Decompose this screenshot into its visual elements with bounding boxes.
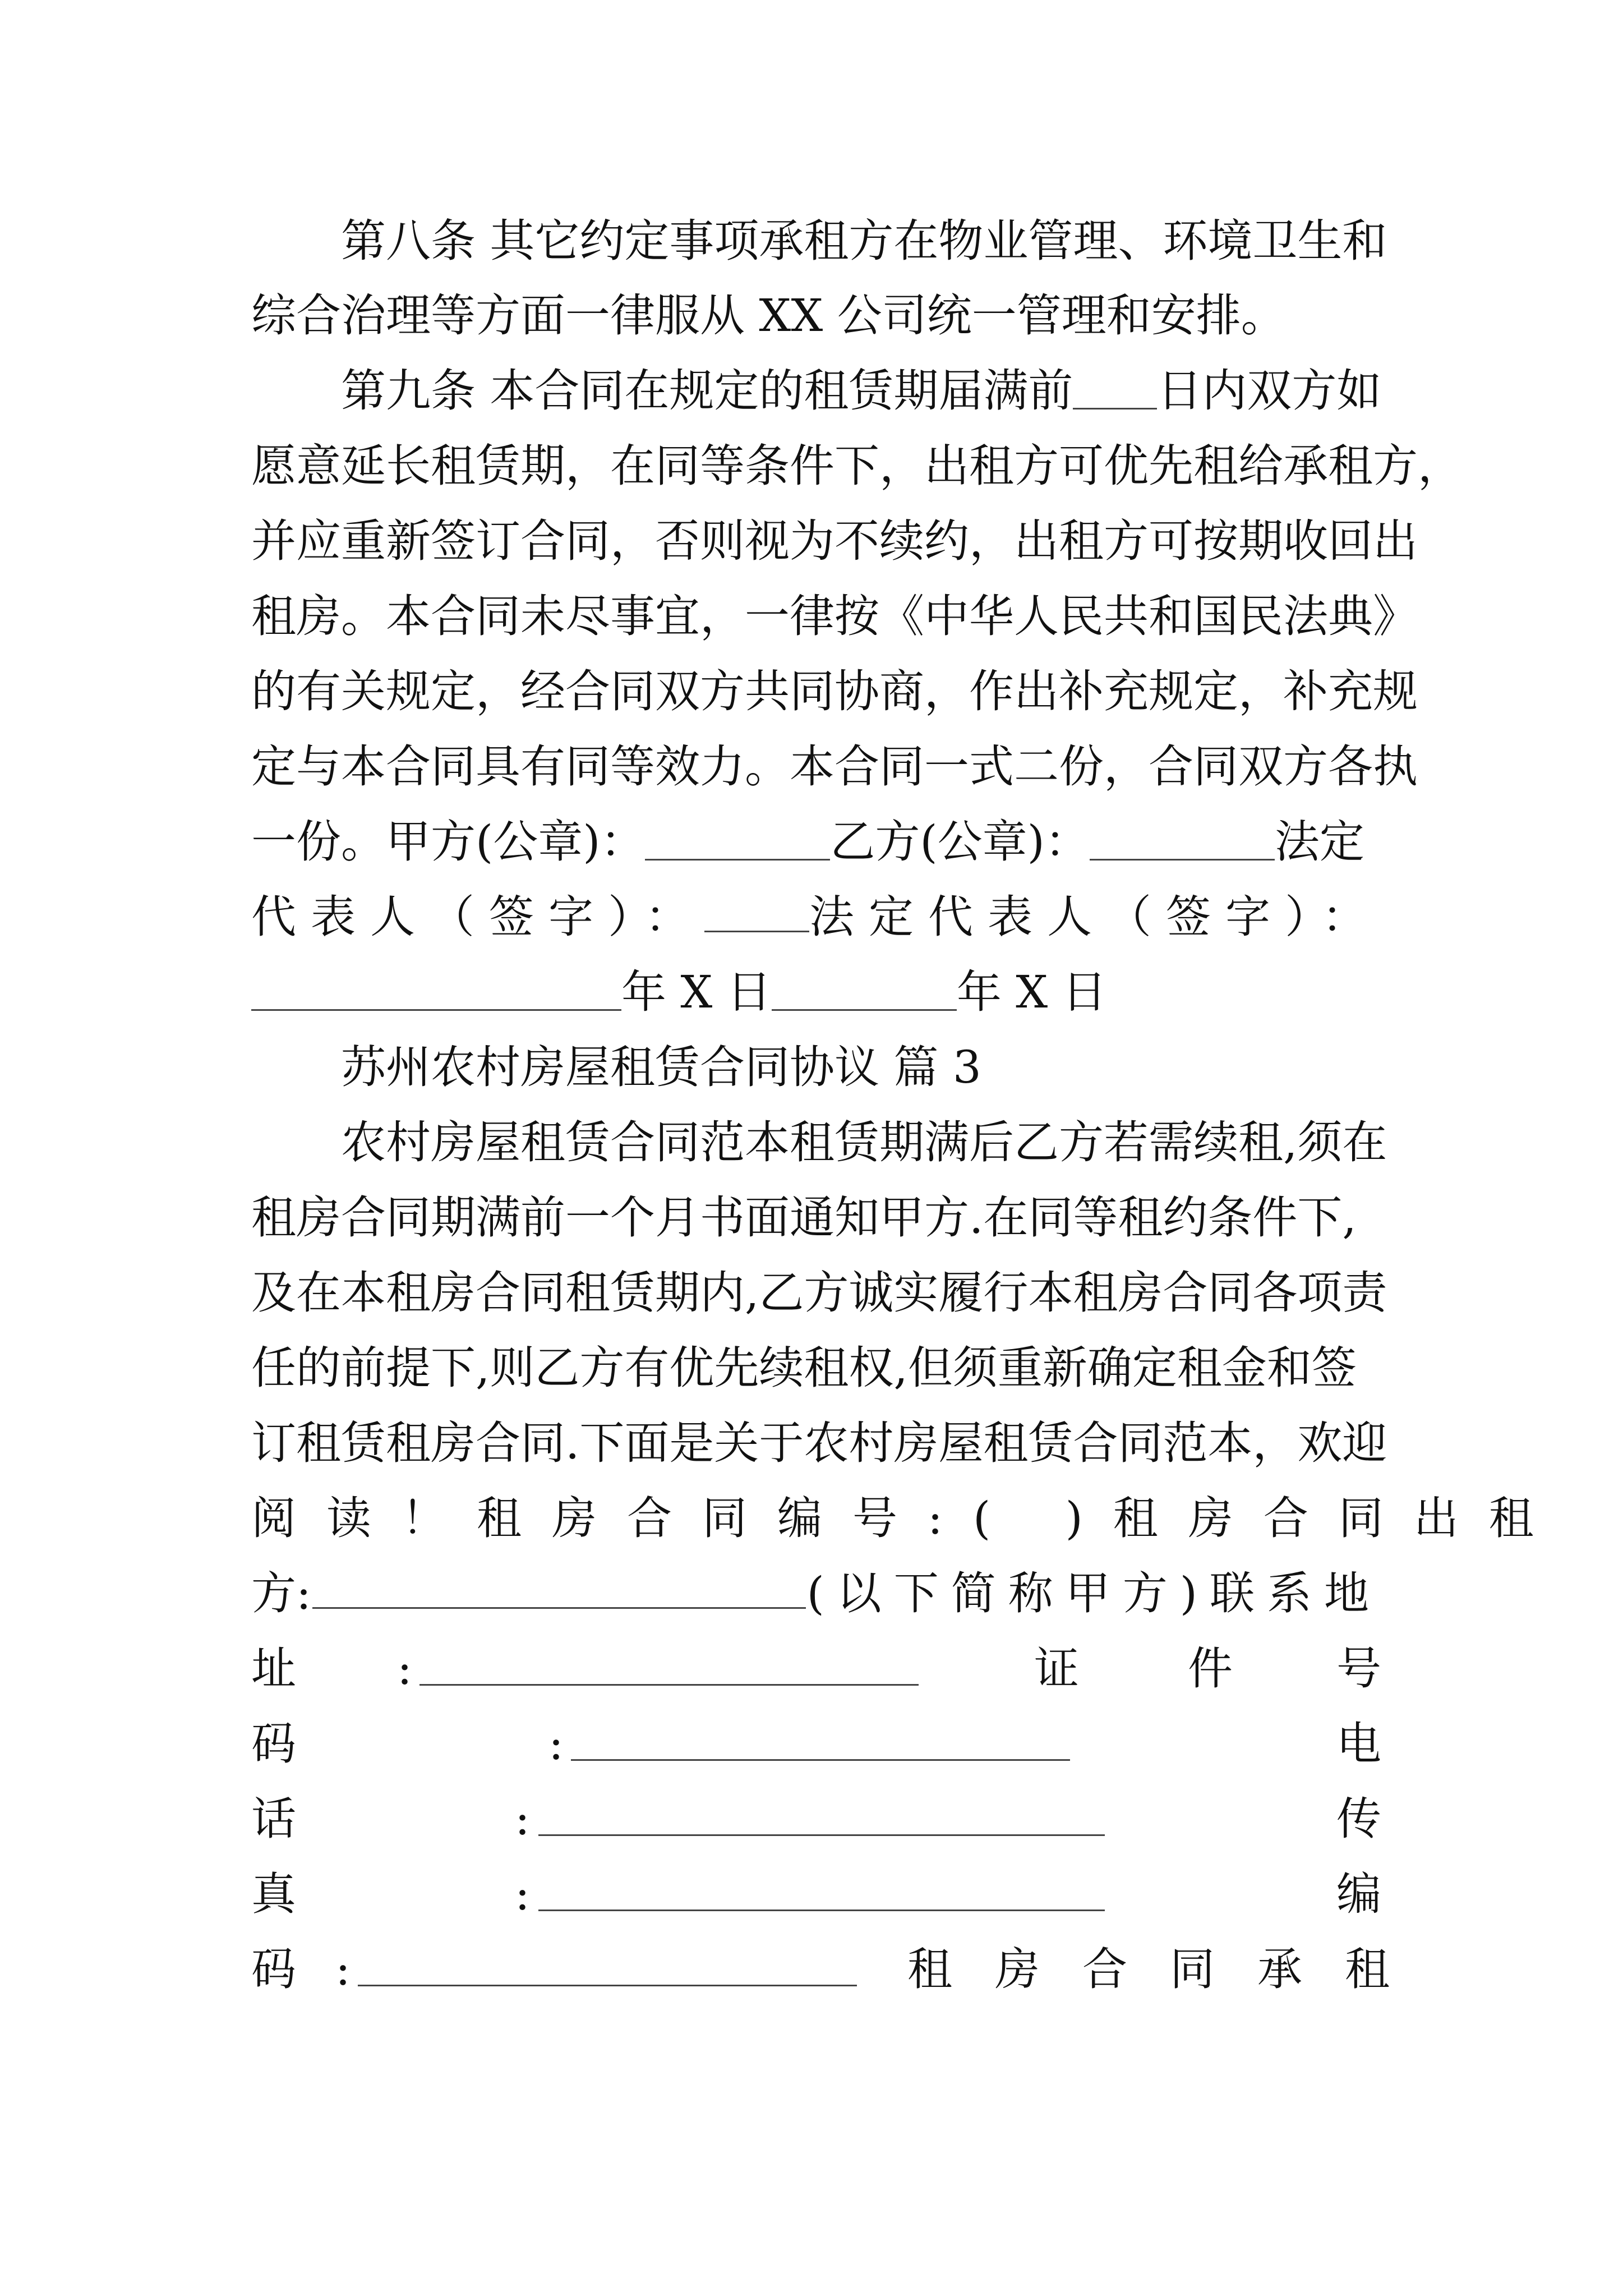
text-segment: 愿意延长租赁期，在同等条件下，出租方可优先租给承租方， [251, 440, 1463, 492]
text-segment: 法定 [1274, 816, 1364, 868]
paragraph-line [251, 285, 1381, 347]
text-segment: 的有关规定，经合同双方共同协商，作出补充规定，补充规 [251, 665, 1418, 717]
text-segment: 证 [1034, 1642, 1079, 1695]
text-segment: 年 X 日 [621, 966, 772, 1018]
heading-text: 苏州农村房屋租赁合同协议 篇 3 [341, 1041, 981, 1093]
paragraph-line [251, 961, 1381, 1023]
address-blank [419, 1645, 919, 1686]
text-segment: 件 [1188, 1642, 1233, 1695]
postal-code-blank [358, 1945, 857, 1986]
text-segment: 年 X 日 [956, 966, 1107, 1018]
paragraph-line [251, 1412, 1387, 1474]
paragraph-line [251, 661, 1418, 723]
paragraph-line [251, 886, 1381, 948]
text-segment: 租房。本合同未尽事宜，一律按《中华人民共和国民法典》 [251, 590, 1418, 642]
paragraph-line [251, 1713, 1381, 1775]
paragraph-line [251, 811, 1381, 873]
party-a-seal-blank [645, 820, 830, 861]
paragraph-line [251, 1638, 1381, 1700]
phone-blank [538, 1795, 1105, 1836]
paragraph-line [251, 210, 1387, 272]
paragraph-line [251, 1939, 1432, 2000]
field-label: 址 [251, 1642, 296, 1695]
field-label: 真 [251, 1868, 296, 1920]
paragraph-line [251, 1488, 1564, 1549]
party-b-seal-blank [1090, 820, 1275, 861]
section-heading [251, 1037, 1381, 1098]
field-label: 码 [251, 1943, 296, 1995]
text-segment: 第九条 本合同在规定的租赁期届满前 [341, 365, 1073, 417]
fax-blank [538, 1870, 1105, 1911]
text-segment: 农村房屋租赁合同范本租赁期满后乙方若需续租,须在 [341, 1116, 1387, 1168]
signature-blank [704, 891, 809, 932]
text-segment: 综合治理等方面一律服从 XX 公司统一管理和安排。 [251, 289, 1286, 342]
text-segment: 定与本合同具有同等效力。本合同一式二份，合同双方各执 [251, 740, 1418, 793]
paragraph-line [251, 1563, 1381, 1625]
date-blank [772, 970, 957, 1011]
text-segment: 电 [1336, 1718, 1381, 1770]
paragraph-line [251, 435, 1463, 497]
text-segment: 订租赁租房合同.下面是关于农村房屋租赁合同范本，欢迎 [251, 1417, 1387, 1469]
text-segment: : [335, 1943, 351, 1995]
text-segment: 方: [251, 1567, 311, 1619]
text-segment: 并应重新签订合同，否则视为不续约，出租方可按期收回出 [251, 515, 1418, 567]
id-number-blank [571, 1720, 1070, 1761]
paragraph-line [251, 360, 1381, 422]
paragraph-line [251, 1262, 1387, 1324]
text-segment: 任的前提下,则乙方有优先续租权,但须重新确定租金和签 [251, 1342, 1357, 1394]
paragraph-line [251, 510, 1418, 572]
text-segment: : [548, 1718, 564, 1770]
text-segment: 一份。甲方(公章)： [251, 816, 645, 868]
date-blank [251, 970, 621, 1011]
text-segment: 代表人（签字）： [251, 891, 704, 943]
text-segment: 第八条 其它约定事项承租方在物业管理、环境卫生和 [341, 215, 1387, 267]
text-segment: : [397, 1642, 412, 1695]
text-segment: 乙方(公章)： [830, 816, 1090, 868]
text-segment: (以下简称甲方)联系地 [806, 1567, 1381, 1619]
field-label: 码 [251, 1718, 296, 1770]
text-segment: : [515, 1868, 530, 1920]
paragraph-line [251, 586, 1418, 647]
paragraph-line [251, 1187, 1381, 1249]
text-segment: 传 [1336, 1793, 1381, 1845]
text-segment: 号 [1336, 1642, 1381, 1695]
text-segment: : [515, 1793, 530, 1845]
text-segment: 租房合同期满前一个月书面通知甲方.在同等租约条件下, [251, 1191, 1357, 1244]
paragraph-line [251, 1788, 1381, 1850]
text-segment: 及在本租房合同租赁期内,乙方诚实履行本租房合同各项责 [251, 1267, 1387, 1319]
blank-underline [1073, 369, 1157, 409]
text-segment: 法定代表人（签字）： [809, 891, 1381, 943]
paragraph-line [251, 736, 1418, 798]
lessor-name-blank [312, 1568, 806, 1609]
field-label: 话 [251, 1793, 296, 1845]
paragraph-line [251, 1864, 1381, 1925]
text-segment: 日内双方如 [1157, 365, 1382, 417]
text-segment: 编 [1336, 1868, 1381, 1920]
paragraph-line [251, 1112, 1387, 1174]
text-segment: 阅读！租房合同编号:( )租房合同出租 [251, 1492, 1564, 1544]
paragraph-line [251, 1337, 1381, 1399]
text-segment: 租房合同承租 [907, 1943, 1432, 1995]
